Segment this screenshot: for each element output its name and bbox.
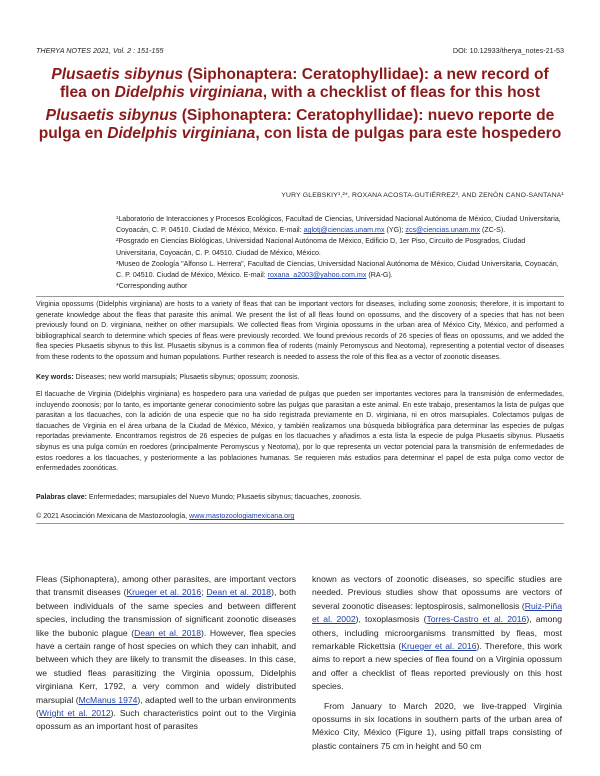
palabras-clave-label: Palabras clave: — [36, 494, 87, 501]
body-text: ), among others, including microorganisms transmitted by fleas, most remarkable Rickettsia ( — [312, 614, 562, 652]
title-part: (Siphonaptera: Ceratophyllidae): a new record of flea on — [59, 66, 549, 101]
body-text: ). Therefore, this work aims to report a new species of flea found on a Virginia opossum and offer a checklist of fleas reported previously on this host species. — [312, 641, 563, 692]
journal-citation: THERYA NOTES 2021, Vol. 2 : 151-155 — [36, 46, 164, 55]
body-text: ), toxoplasmosis ( — [355, 614, 427, 625]
running-header — [36, 46, 564, 55]
citation-link[interactable]: McManus 1974 — [78, 694, 138, 705]
title-part: (Siphonaptera: Ceratophyllidae): nuevo reporte de pulga en — [38, 107, 555, 142]
email-link[interactable]: zcs@ciencias.unam.mx — [405, 226, 481, 235]
title-spanish — [36, 107, 564, 143]
title-english — [36, 66, 564, 102]
body-text: ; — [201, 587, 207, 598]
body-paragraph: From January to March 2020, we live-trapped Virginia opossums in six locations in southern parts of the urban area of México City, México (Figure 1), using pitfall traps consisting of plastic containers 75 cm in height and 50 cm — [312, 700, 562, 751]
body-text: Fleas (Siphonaptera), among other parasites, are important vectors that transmit diseases ( — [36, 574, 296, 598]
title-species: Plusaetis sibynus — [45, 107, 178, 124]
title-host: Didelphis virginiana — [114, 84, 263, 101]
citation-link[interactable]: Wright et al. 2012 — [38, 708, 111, 719]
affiliation-text: ³Museo de Zoología "Alfonso L. Herrera", Facultad de Ciencias, Universidad Nacional Autónoma de México, Ciudad Universitaria, Coyoacán, C. P. 04510. Ciudad de México, México. E-mail: — [116, 259, 559, 280]
citation-link[interactable]: Torres-Castro et al. 2016 — [426, 614, 527, 625]
palabras-clave-text: Enfermedades; marsupiales del Nuevo Mundo; Plusaetis sibynus; tlacuaches, zoonosis. — [86, 494, 362, 501]
affiliation-text: (ZC-S). — [480, 226, 506, 235]
title-block — [36, 66, 564, 143]
affiliation-2: ²Posgrado en Ciencias Biológicas, Universidad Nacional Autónoma de México, Edificio D, 1er Piso, Circuito de Posgrados, Ciudad Universitaria, Coyoacán, C. P. 04510. Ciudad de México, México. — [116, 237, 526, 257]
citation-link[interactable]: Krueger et al. 2016 — [401, 641, 477, 652]
abstract-spanish: El tlacuache de Virginia (Didelphis virginiana) es hospedero para una variedad de pulgas que pueden ser importantes vectores para la transmisión de enfermedades, incluyendo zoonosis; por lo tanto, es importante generar conocimiento sobre las pulgas que parasitan a este animal. En este trabajo, presentamos la lista de pulgas que parasitan a los tlacuaches, con la adición de una especie que no ha sido registrada previamente en D. virginiana, ni en otros marsupiales. Colectamos pulgas de tlacuaches de Virginia en el área urbana de la Ciudad de México, México, y también realizamos una búsqueda bibliográfica para determinar las especies de pulgas reportadas previamente. Encontramos registros de 26 especies de pulgas en los tlacuaches y añadimos a esta lista la especie de pulga Plusaetis sibynus. Plusaetis sibynus es una pulga común en roedores (principalmente Peromyscus y Neotoma), por lo que representa un vector potencial para la transmisión de enfermedades de estos roedores a los tlacuaches, y posteriormente a las poblaciones humanas. Se requieren más estudios para determinar el papel de esta pulga como vector de enfermedades zoonóticas. — [36, 391, 564, 473]
copyright-line — [36, 512, 564, 520]
affiliation-text: ¹Laboratorio de Interacciones y Procesos Ecológicos, Facultad de Ciencias, Universidad Nacional Autónoma de México, Ciudad Universitaria, Coyoacán, C. P. 04510. Ciudad de México, México. E-mail: — [116, 215, 561, 235]
email-link[interactable]: aglotj@ciencias.unam.mx — [303, 226, 385, 235]
palabras-clave — [36, 493, 564, 504]
keywords-text: Diseases; new world marsupials; Plusaetis sibynus; opossum; zoonosis. — [73, 374, 300, 381]
doi: DOI: 10.12933/therya_notes-21-53 — [452, 46, 564, 55]
society-website-link[interactable]: www.mastozoologiamexicana.org — [189, 512, 295, 520]
keywords — [36, 373, 564, 384]
email-link[interactable]: roxana_a2003@yahoo.com.mx — [267, 271, 367, 280]
body-column-right — [312, 573, 562, 753]
affiliation-text: (YG); — [384, 226, 406, 235]
keywords-label: Key words: — [36, 374, 74, 381]
copyright-text: © 2021 Asociación Mexicana de Mastozoología, — [36, 512, 190, 520]
body-text: ). However, flea species have a certain range of host species on which they can inhabit, and between which they are likely to transmit the diseases. In this case, we studied fleas parasitizing the Virginia opossum, Didelphis virginiana Kerr, 1792, a very common and widely distributed marsupial ( — [36, 627, 296, 705]
affiliation-3 — [116, 259, 564, 281]
citation-link[interactable]: Dean et al. 2018 — [206, 587, 272, 598]
title-host: Didelphis virginiana — [107, 125, 256, 142]
citation-link[interactable]: Dean et al. 2018 — [134, 627, 201, 638]
affiliation-text: (RA-G). — [366, 271, 393, 280]
body-text: ). Such characteristics point out to the Virginia opossum as an important host of parasites — [36, 708, 297, 732]
body-text: ), both between individuals of the same species and between different species, including the transmission of significant zoonotic diseases like the bubonic plague ( — [36, 587, 296, 638]
body-text: known as vectors of zoonotic diseases, so specific studies are needed. Previous studies show that opossums are vectors of several zoonotic diseases: leptospirosis, salmonellosis ( — [312, 574, 562, 611]
body-text: ), adapted well to the urban environments ( — [36, 694, 296, 719]
affiliations — [116, 214, 564, 292]
corresponding-author-note: *Corresponding author — [116, 282, 188, 291]
title-part: , con lista de pulgas para este hospedero — [255, 125, 562, 142]
abstract-english: Virginia opossums (Didelphis virginiana) are hosts to a variety of fleas that can be important vectors for diseases, including some zoonosis; therefore, it is important to generate knowledge about the fleas that parasite this animal. We present the list of all fleas found on opossums, and the discovery of a species that has not been previously found on D. virginiana, neither on other marsupials. We collected fleas from Virginia opossums in the urban area of México City, México, and performed a bibliographical search to determine which species of fleas were previously recorded. We found previous records of 26 species of fleas on opossums, and we added the flea species Plusaetis sibynus to this list. Plusaetis sibynus is a common flea of rodents (mainly Peromyscus and Neotoma), representing a potential vector of diseases from these rodents to the opossum and human populations. Further research is needed to assess the role of this flea as a vector of zoonotic diseases. — [36, 301, 564, 361]
body-paragraph — [36, 573, 296, 734]
title-part: , with a checklist of fleas for this host — [262, 84, 541, 101]
body-column-left — [36, 573, 296, 734]
title-species: Plusaetis sibynus — [51, 66, 184, 83]
author-list: YURY GLEBSKIY¹,²*, ROXANA ACOSTA-GUTIÉRREZ³, AND ZENÓN CANO-SANTANA¹ — [281, 192, 564, 199]
affiliation-1 — [116, 214, 564, 236]
citation-link[interactable]: Krueger et al. 2016 — [126, 587, 202, 598]
citation-link[interactable]: Ruiz-Piña et al. 2002 — [312, 600, 562, 625]
body-paragraph — [312, 573, 562, 694]
